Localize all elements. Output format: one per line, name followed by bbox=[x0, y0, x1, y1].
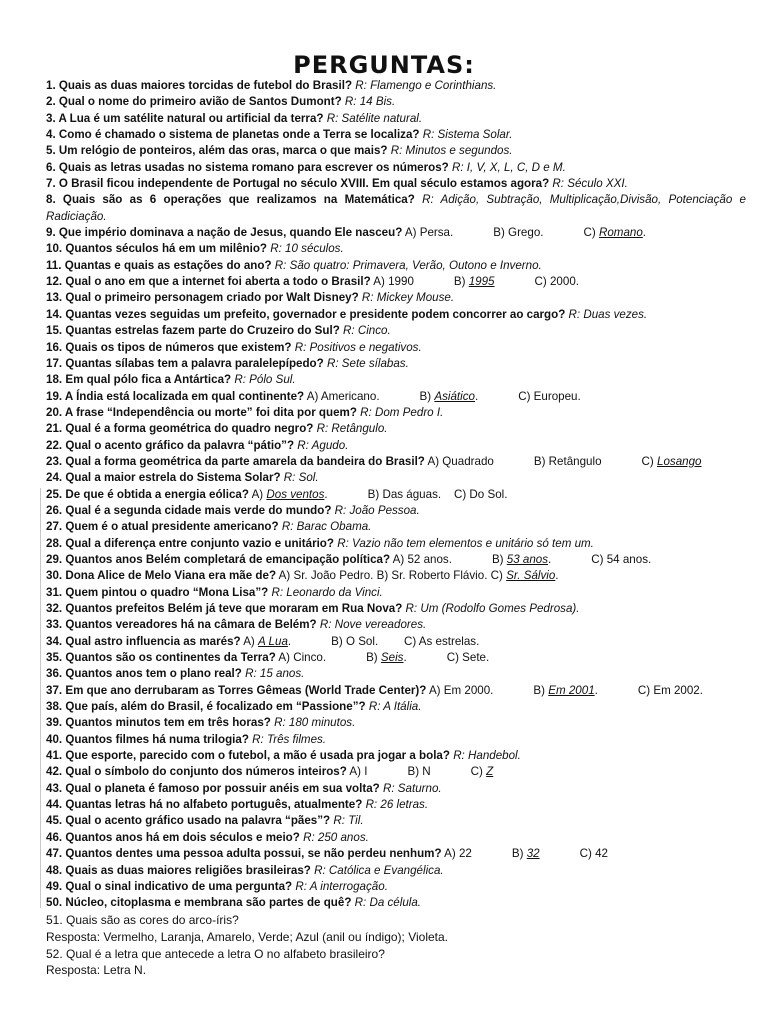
option-text: B) bbox=[453, 275, 466, 289]
question-line bbox=[46, 405, 746, 421]
question-line bbox=[46, 617, 746, 633]
question-line bbox=[46, 683, 746, 699]
question-text: 8. Quais são as 6 operações que realizamos na Matemática? bbox=[46, 193, 415, 207]
question-text: 12. Qual o ano em que a internet foi aberta a todo o Brasil? bbox=[46, 275, 371, 289]
answer-51: Resposta: Vermelho, Laranja, Amarelo, Verde; Azul (anil ou índigo); Violeta. bbox=[46, 929, 449, 944]
answer-text: R: Saturno. bbox=[382, 781, 442, 795]
question-line bbox=[46, 732, 746, 748]
answer-text: R: Sistema Solar. bbox=[422, 128, 513, 142]
question-line bbox=[46, 258, 746, 274]
option-text: C) Europeu. bbox=[518, 389, 581, 403]
question-text: 16. Quais os tipos de números que existem? bbox=[46, 340, 292, 354]
question-line bbox=[46, 340, 746, 356]
question-text: 49. Qual o sinal indicativo de uma pergunta? bbox=[46, 879, 293, 893]
correct-option: Losango bbox=[657, 454, 702, 468]
option-suffix: . bbox=[324, 487, 328, 501]
question-line bbox=[46, 78, 746, 94]
question-text: 27. Quem é o atual presidente americano? bbox=[46, 520, 279, 534]
answer-text: R: Da célula. bbox=[354, 896, 422, 910]
option-suffix: . bbox=[548, 552, 552, 566]
question-line bbox=[46, 176, 746, 192]
option-text: A) 1990 bbox=[373, 275, 414, 289]
question-list bbox=[46, 78, 746, 912]
option-text: B) N bbox=[407, 765, 431, 779]
question-text: 31. Quem pintou o quadro “Mona Lisa”? bbox=[46, 585, 269, 599]
option-text: A) I bbox=[349, 765, 368, 779]
question-text: 36. Quantos anos tem o plano real? bbox=[46, 667, 242, 681]
question-text: 20. A frase “Independência ou morte” foi dita por quem? bbox=[46, 405, 357, 419]
option-text: B) bbox=[491, 552, 504, 566]
answer-text: R: Século XXI. bbox=[552, 177, 628, 191]
option-text: B) bbox=[366, 651, 378, 665]
option-suffix: . bbox=[555, 569, 559, 583]
question-line bbox=[46, 666, 746, 682]
option-text: C) 54 anos. bbox=[591, 552, 652, 566]
answer-text: R: Sete sílabas. bbox=[326, 356, 409, 370]
question-line bbox=[46, 536, 746, 552]
question-line bbox=[46, 601, 746, 617]
option-text: C) bbox=[641, 454, 654, 468]
option-text: C) 42 bbox=[579, 847, 608, 861]
option-suffix: . bbox=[642, 226, 647, 240]
answer-text: R: Flamengo e Corinthians. bbox=[355, 79, 497, 92]
question-text: 23. Qual a forma geométrica da parte amarela da bandeira do Brasil? bbox=[46, 454, 425, 468]
option-text: C) bbox=[470, 765, 483, 779]
question-line bbox=[46, 634, 746, 650]
question-text: 24. Qual a maior estrela do Sistema Solar? bbox=[46, 471, 281, 485]
correct-option: Asiático bbox=[434, 389, 475, 403]
question-text: 33. Quantos vereadores há na câmara de Belém? bbox=[46, 618, 317, 632]
question-line bbox=[46, 389, 746, 405]
correct-option: Sr. Sálvio bbox=[506, 569, 556, 583]
question-line bbox=[46, 323, 746, 339]
option-text: C) 2000. bbox=[534, 275, 579, 289]
question-line bbox=[46, 290, 746, 306]
question-text: 25. De que é obtida a energia eólica? bbox=[46, 487, 249, 501]
question-line bbox=[46, 568, 746, 584]
question-text: 6. Quais as letras usadas no sistema romano para escrever os números? bbox=[46, 160, 449, 174]
answer-text: R: Leonardo da Vinci. bbox=[271, 585, 383, 599]
question-line bbox=[46, 846, 746, 862]
question-line bbox=[46, 487, 746, 503]
question-text: 3. A Lua é um satélite natural ou artificial da terra? bbox=[46, 111, 324, 125]
question-text: 18. Em qual pólo fica a Antártica? bbox=[46, 373, 232, 387]
correct-option: Em 2001 bbox=[548, 683, 595, 697]
answer-text: R: A interrogação. bbox=[295, 879, 388, 893]
question-52: 52. Qual é a letra que antecede a letra O no alfabeto brasileiro? bbox=[46, 946, 385, 961]
question-text: 26. Qual é a segunda cidade mais verde do mundo? bbox=[46, 503, 332, 517]
question-text: 5. Um relógio de ponteiros, além das oras, marca o que mais? bbox=[46, 144, 388, 158]
question-text: 11. Quantas e quais as estações do ano? bbox=[46, 258, 272, 272]
option-text: B) bbox=[511, 847, 524, 861]
answer-text: R: Satélite natural. bbox=[326, 111, 423, 125]
question-text: 30. Dona Alice de Melo Viana era mãe de? bbox=[46, 569, 277, 583]
question-line bbox=[46, 192, 746, 225]
option-text: A) bbox=[243, 634, 255, 648]
answer-text: R: Sol. bbox=[283, 471, 319, 485]
question-line bbox=[46, 111, 746, 127]
question-line bbox=[46, 797, 746, 813]
question-text: 15. Quantas estrelas fazem parte do Cruzeiro do Sul? bbox=[46, 324, 340, 338]
question-text: 43. Qual o planeta é famoso por possuir anéis em sua volta? bbox=[46, 781, 380, 795]
question-text: 32. Quantos prefeitos Belém já teve que moraram em Rua Nova? bbox=[46, 602, 403, 615]
question-text: 1. Quais as duas maiores torcidas de futebol do Brasil? bbox=[46, 79, 353, 92]
question-line bbox=[46, 470, 746, 486]
page-title: PERGUNTAS: bbox=[293, 51, 475, 79]
question-text: 28. Qual a diferença entre conjunto vazio e unitário? bbox=[46, 536, 334, 550]
answer-text: R: Adição, Subtração, Multiplicação,Divisão, Potenciação e Radiciação. bbox=[46, 193, 746, 223]
answer-text: R: 14 Bis. bbox=[344, 95, 396, 109]
question-text: 39. Quantos minutos tem em três horas? bbox=[46, 716, 271, 730]
answer-text: R: Agudo. bbox=[297, 438, 349, 452]
question-line bbox=[46, 830, 746, 846]
option-text: A) 22 bbox=[444, 847, 472, 861]
question-line bbox=[46, 503, 746, 519]
option-text: A) Em 2000. bbox=[428, 683, 494, 697]
question-text: 38. Que país, além do Brasil, é focalizado em “Passione”? bbox=[46, 700, 366, 714]
correct-option: Seis bbox=[380, 651, 404, 665]
answer-text: R: Dom Pedro I. bbox=[360, 405, 444, 419]
question-line bbox=[46, 372, 746, 388]
answer-text: R: Um (Rodolfo Gomes Pedrosa). bbox=[405, 602, 580, 615]
correct-option: 32 bbox=[526, 847, 540, 861]
question-text: 48. Quais as duas maiores religiões brasileiras? bbox=[46, 863, 311, 877]
question-line bbox=[46, 160, 746, 176]
option-suffix: . bbox=[287, 634, 292, 648]
question-text: 17. Quantas sílabas tem a palavra paralelepípedo? bbox=[46, 356, 324, 370]
question-text: 14. Quantas vezes seguidas um prefeito, governador e presidente podem concorrer ao cargo? bbox=[46, 307, 566, 321]
question-text: 29. Quantos anos Belém completará de emancipação política? bbox=[46, 552, 391, 566]
option-text: C) bbox=[583, 226, 596, 240]
answer-text: R: 10 séculos. bbox=[270, 242, 344, 256]
answer-text: R: São quatro: Primavera, Verão, Outono e Inverno. bbox=[274, 258, 542, 272]
question-text: 41. Que esporte, parecido com o futebol, a mão é usada pra jogar a bola? bbox=[46, 749, 450, 763]
question-line bbox=[46, 519, 746, 535]
answer-text: R: 26 letras. bbox=[365, 798, 429, 812]
question-line bbox=[46, 94, 746, 110]
question-text: 2. Qual o nome do primeiro avião de Santos Dumont? bbox=[46, 95, 342, 109]
option-suffix: . bbox=[594, 683, 598, 697]
answer-text: R: João Pessoa. bbox=[334, 503, 420, 517]
answer-text: R: 250 anos. bbox=[303, 830, 369, 844]
answer-text: R: I, V, X, L, C, D e M. bbox=[451, 160, 566, 174]
answer-52: Resposta: Letra N. bbox=[46, 963, 147, 978]
correct-option: Dos ventos bbox=[266, 487, 325, 501]
question-text: 7. O Brasil ficou independente de Portugal no século XVIII. Em qual século estamos agora? bbox=[46, 177, 550, 191]
question-line bbox=[46, 863, 746, 879]
answer-text: R: Três filmes. bbox=[252, 732, 327, 746]
option-text: A) 52 anos. bbox=[392, 552, 452, 566]
question-text: 40. Quantos filmes há numa trilogia? bbox=[46, 732, 249, 746]
option-text: B) O Sol. C) As estrelas. bbox=[331, 634, 480, 648]
question-51: 51. Quais são as cores do arco-íris? bbox=[46, 913, 239, 927]
answer-text: R: Duas vezes. bbox=[568, 307, 648, 321]
answer-text: R: Vazio não tem elementos e unitário só tem um. bbox=[337, 536, 594, 550]
option-suffix: . bbox=[403, 651, 407, 665]
question-line bbox=[46, 307, 746, 323]
answer-text: R: Mickey Mouse. bbox=[361, 291, 455, 305]
question-text: 10. Quantos séculos há em um milênio? bbox=[46, 242, 267, 256]
answer-text: R: Católica e Evangélica. bbox=[314, 863, 444, 877]
question-text: 35. Quantos são os continentes da Terra? bbox=[46, 651, 276, 665]
option-text: B) Das águas. C) Do Sol. bbox=[367, 487, 508, 501]
question-line bbox=[46, 421, 746, 437]
option-text: C) Em 2002. bbox=[637, 683, 703, 697]
question-text: 47. Quantos dentes uma pessoa adulta possui, se não perdeu nenhum? bbox=[46, 847, 442, 861]
option-text: A) Persa. bbox=[404, 226, 454, 240]
question-text: 34. Qual astro influencia as marés? bbox=[46, 634, 241, 648]
answer-text: R: Positivos e negativos. bbox=[294, 340, 422, 354]
answer-text: R: Nove vereadores. bbox=[319, 618, 427, 632]
answer-text: R: Barac Obama. bbox=[281, 520, 372, 534]
correct-option: A Lua bbox=[258, 634, 288, 648]
answer-text: R: A Itália. bbox=[368, 700, 422, 714]
question-line bbox=[46, 143, 746, 159]
option-text: B) Retângulo bbox=[533, 454, 602, 468]
question-text: 19. A Índia está localizada em qual continente? bbox=[46, 389, 305, 403]
extra-questions bbox=[46, 912, 746, 979]
question-text: 50. Núcleo, citoplasma e membrana são partes de quê? bbox=[46, 896, 352, 910]
question-text: 13. Qual o primeiro personagem criado por Walt Disney? bbox=[46, 291, 359, 305]
option-text: A) Cinco. bbox=[278, 651, 327, 665]
question-line bbox=[46, 813, 746, 829]
option-text: B) Grego. bbox=[493, 226, 544, 240]
correct-option: 53 anos bbox=[506, 552, 549, 566]
question-text: 42. Qual o símbolo do conjunto dos números inteiros? bbox=[46, 765, 347, 779]
question-line bbox=[46, 879, 746, 895]
question-line bbox=[46, 127, 746, 143]
question-line bbox=[46, 274, 746, 290]
answer-text: R: 180 minutos. bbox=[274, 716, 356, 730]
question-line bbox=[46, 552, 746, 568]
question-text: 44. Quantas letras há no alfabeto português, atualmente? bbox=[46, 798, 363, 812]
option-suffix: . bbox=[474, 389, 479, 403]
answer-text: R: Handebol. bbox=[453, 749, 521, 763]
question-text: 45. Qual o acento gráfico usado na palavra “pães”? bbox=[46, 814, 331, 828]
question-line bbox=[46, 438, 746, 454]
answer-text: R: Minutos e segundos. bbox=[390, 144, 513, 158]
correct-option: Z bbox=[486, 765, 494, 779]
question-line bbox=[46, 781, 746, 797]
option-text: C) Sete. bbox=[446, 651, 490, 665]
margin-line bbox=[40, 488, 41, 908]
answer-text: R: 15 anos. bbox=[245, 667, 305, 681]
answer-text: R: Til. bbox=[333, 814, 364, 828]
option-text: A) Quadrado bbox=[427, 454, 494, 468]
question-text: 22. Qual o acento gráfico da palavra “pátio”? bbox=[46, 438, 295, 452]
answer-text: R: Cinco. bbox=[343, 324, 391, 338]
question-line bbox=[46, 650, 746, 666]
question-text: 21. Qual é a forma geométrica do quadro negro? bbox=[46, 422, 314, 436]
question-line bbox=[46, 895, 746, 911]
question-line bbox=[46, 585, 746, 601]
option-text: A) Americano. bbox=[306, 389, 380, 403]
option-text: A) bbox=[251, 487, 264, 501]
question-line bbox=[46, 764, 746, 780]
question-text: 46. Quantos anos há em dois séculos e meio? bbox=[46, 830, 300, 844]
option-text: B) bbox=[419, 389, 432, 403]
question-line bbox=[46, 699, 746, 715]
question-line bbox=[46, 225, 746, 241]
option-text: B) bbox=[533, 683, 545, 697]
question-text: 4. Como é chamado o sistema de planetas onde a Terra se localiza? bbox=[46, 128, 420, 142]
question-line bbox=[46, 356, 746, 372]
option-text: A) Sr. João Pedro. B) Sr. Roberto Flávio. C) bbox=[278, 569, 503, 583]
correct-option: 1995 bbox=[468, 275, 495, 289]
correct-option: Romano bbox=[598, 226, 643, 240]
question-line bbox=[46, 454, 746, 470]
question-line bbox=[46, 241, 746, 257]
answer-text: R: Retângulo. bbox=[316, 422, 388, 436]
question-text: 9. Que império dominava a nação de Jesus, quando Ele nasceu? bbox=[46, 226, 403, 240]
question-line bbox=[46, 748, 746, 764]
question-text: 37. Em que ano derrubaram as Torres Gêmeas (World Trade Center)? bbox=[46, 683, 427, 697]
question-line bbox=[46, 715, 746, 731]
answer-text: R: Pólo Sul. bbox=[234, 373, 296, 387]
